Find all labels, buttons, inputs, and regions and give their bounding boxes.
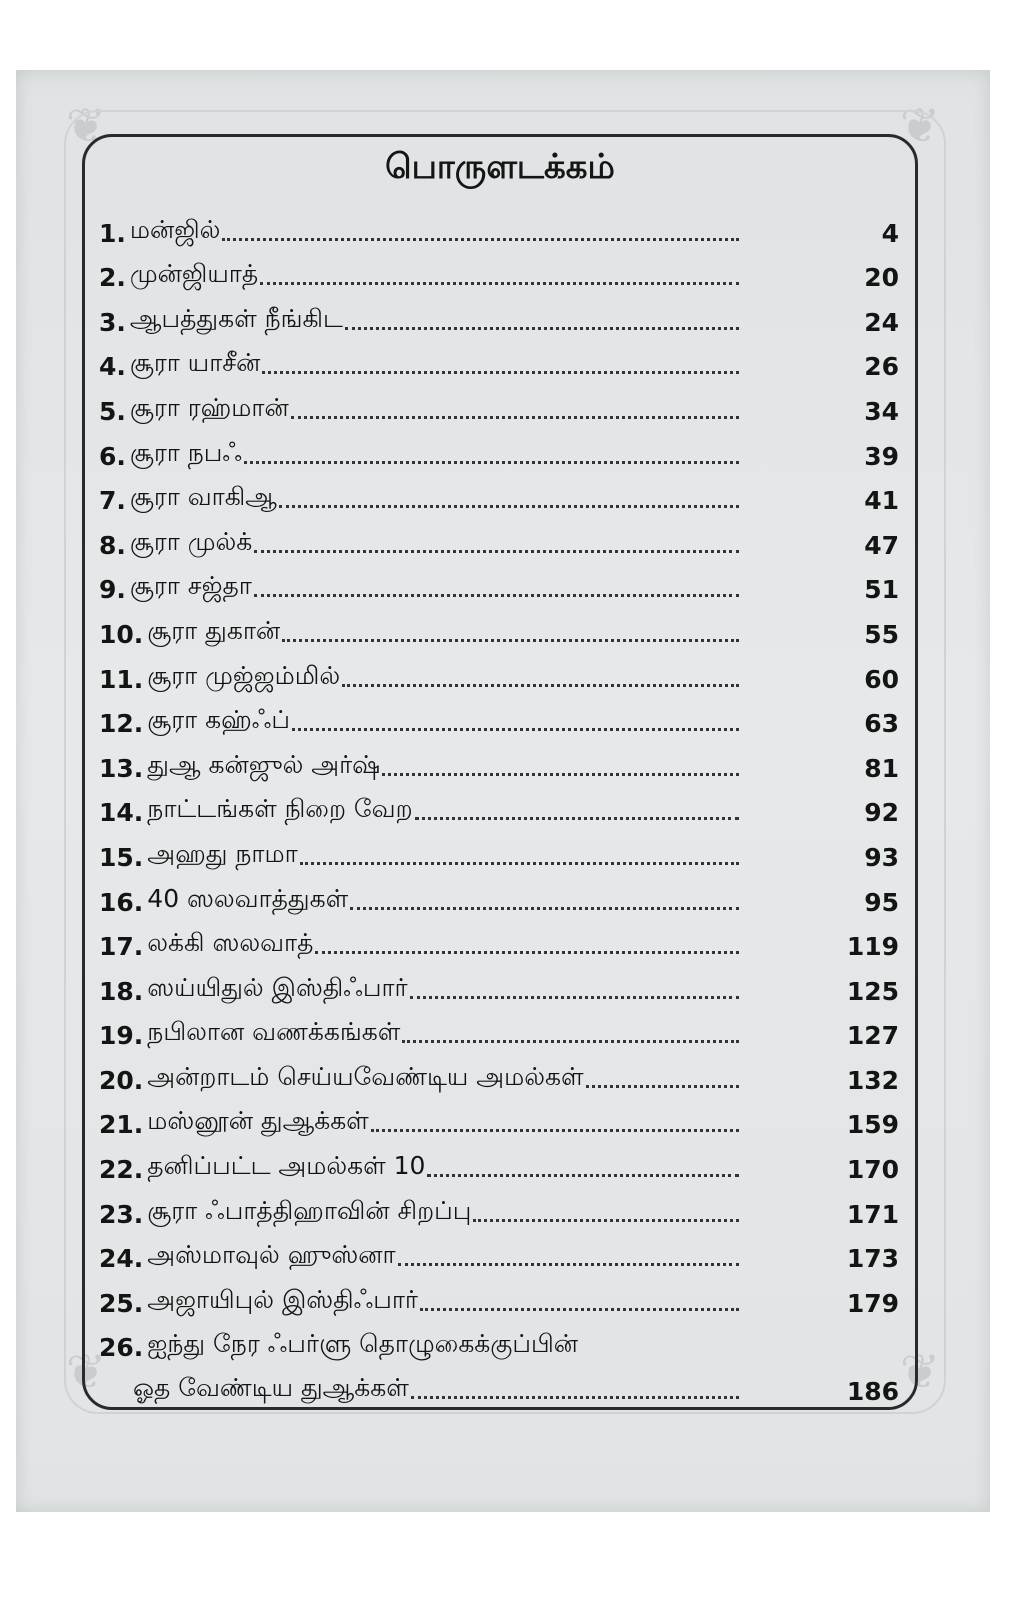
dot-leader (415, 817, 739, 820)
entry-title: சூரா ஃபாத்திஹாவின் சிறப்பு (147, 1195, 472, 1225)
entry-title: நபிலான வணக்கங்கள் (147, 1017, 401, 1047)
dot-leader (300, 862, 739, 865)
entry-title: சூரா வாகிஆ (129, 482, 277, 512)
entry-number: 13. (99, 753, 144, 783)
entry-title: தனிப்பட்ட அமல்கள் 10 (147, 1151, 426, 1181)
dot-leader (244, 461, 739, 464)
entry-page-number: 170 (846, 1155, 899, 1185)
corner-ornament: ❦ (65, 98, 107, 154)
entry-number: 11. (99, 664, 144, 694)
entry-number: 10. (99, 619, 144, 649)
dot-leader (222, 238, 739, 241)
toc-title: பொருளடக்கம் (385, 147, 615, 187)
toc-entry (99, 1273, 899, 1318)
entry-number: 14. (99, 798, 144, 828)
dot-leader (398, 1263, 739, 1266)
corner-ornament: ❦ (899, 1344, 941, 1400)
dot-leader (420, 1308, 739, 1311)
dot-leader (292, 728, 739, 731)
entry-number: 26. (99, 1332, 144, 1362)
dot-leader (345, 327, 739, 330)
entry-number: 15. (99, 842, 144, 872)
entry-number: 3. (99, 307, 126, 337)
entry-page-number: 125 (846, 976, 899, 1006)
entry-title: சூரா யாசீன் (129, 348, 261, 378)
entry-title: மன்ஜில் (129, 214, 221, 244)
book-page (16, 70, 990, 1512)
toc-entry (99, 827, 899, 872)
entry-page-number: 92 (864, 798, 899, 828)
entry-title: மஸ்னூன் துஆக்கள் (147, 1106, 369, 1136)
entry-page-number: 171 (846, 1199, 899, 1229)
corner-ornament: ❦ (65, 1344, 107, 1400)
dot-leader (382, 773, 739, 776)
entry-page-number: 51 (864, 575, 899, 605)
entry-page-number: 63 (864, 709, 899, 739)
entry-number: 17. (99, 932, 144, 962)
toc-entry (99, 560, 899, 605)
toc-entry (99, 961, 899, 1006)
dot-leader (279, 505, 739, 508)
toc-entry (99, 1050, 899, 1095)
entry-title: ஸய்யிதுல் இஸ்திஃபார் (147, 972, 408, 1002)
toc-entry (99, 1006, 899, 1051)
entry-page-number: 24 (864, 307, 899, 337)
corner-ornament: ❦ (899, 98, 941, 154)
entry-number: 25. (99, 1288, 144, 1318)
entry-page-number: 26 (864, 352, 899, 382)
entry-number: 23. (99, 1199, 144, 1229)
toc-entry (99, 738, 899, 783)
dot-leader (402, 1040, 739, 1043)
entry-title: சூரா முல்க் (129, 526, 253, 556)
entry-page-number: 127 (846, 1021, 899, 1051)
entry-page-number: 41 (864, 486, 899, 516)
dot-leader (282, 639, 739, 642)
toc-entry (99, 917, 899, 962)
entry-title: சூரா துகான் (147, 615, 281, 645)
entry-number: 21. (99, 1110, 144, 1140)
toc-entry (99, 694, 899, 739)
toc-entry (99, 471, 899, 516)
entry-title: சூரா சஜ்தா (129, 571, 252, 601)
entry-number: 8. (99, 530, 126, 560)
entry-title: துஆ கன்ஜுல் அர்ஷ் (147, 749, 381, 779)
entry-page-number: 186 (846, 1376, 899, 1406)
entry-page-number: 39 (864, 441, 899, 471)
entry-page-number: 55 (864, 619, 899, 649)
entry-number: 19. (99, 1021, 144, 1051)
entry-page-number: 4 (881, 218, 899, 248)
toc-entry (99, 203, 899, 248)
entry-number: 18. (99, 976, 144, 1006)
toc-entry (99, 1229, 899, 1274)
entry-title: முன்ஜியாத் (129, 259, 259, 289)
dot-leader (291, 416, 739, 419)
entry-title: சூரா கஹ்ஃப் (147, 705, 290, 735)
dot-leader (586, 1085, 739, 1088)
entry-title: அஸ்மாவுல் ஹுஸ்னா (147, 1240, 396, 1270)
toc-list (99, 203, 899, 1408)
entry-page-number: 34 (864, 396, 899, 426)
dot-leader (473, 1219, 739, 1222)
entry-number: 4. (99, 352, 126, 382)
entry-title: சூரா முஜ்ஜம்மில் (147, 660, 341, 690)
entry-page-number: 119 (846, 932, 899, 962)
toc-entry (99, 604, 899, 649)
entry-title: அஹது நாமா (147, 838, 298, 868)
entry-number: 2. (99, 263, 126, 293)
toc-entry (99, 292, 899, 337)
entry-title: சூரா நபஃ (129, 437, 243, 467)
toc-entry (99, 1095, 899, 1140)
entry-number: 7. (99, 486, 126, 516)
entry-page-number: 93 (864, 842, 899, 872)
toc-entry (99, 248, 899, 293)
entry-number: 22. (99, 1155, 144, 1185)
entry-page-number: 179 (846, 1288, 899, 1318)
toc-entry (99, 337, 899, 382)
entry-page-number: 47 (864, 530, 899, 560)
entry-title: ஐந்து நேர ஃபர்ளு தொழுகைக்குப்பின் (147, 1328, 579, 1358)
entry-page-number: 81 (864, 753, 899, 783)
entry-title-continued: ஓத வேண்டிய துஆக்கள் (133, 1372, 409, 1402)
entry-number: 1. (99, 218, 126, 248)
entry-number: 9. (99, 575, 126, 605)
entry-page-number: 20 (864, 263, 899, 293)
entry-number: 6. (99, 441, 126, 471)
dot-leader (342, 684, 739, 687)
dot-leader (254, 550, 739, 553)
dot-leader (254, 594, 739, 597)
toc-entry (99, 783, 899, 828)
toc-entry (99, 426, 899, 471)
entry-title: ஆபத்துகள் நீங்கிட (129, 303, 343, 333)
entry-title: அஜாயிபுல் இஸ்திஃபார் (147, 1284, 418, 1314)
entry-title: லக்கி ஸலவாத் (147, 928, 314, 958)
entry-number: 16. (99, 887, 144, 917)
entry-title: 40 ஸலவாத்துகள் (147, 883, 349, 913)
entry-number: 12. (99, 709, 144, 739)
entry-title: அன்றாடம் செய்யவேண்டிய அமல்கள் (147, 1061, 584, 1091)
entry-number: 5. (99, 396, 126, 426)
toc-entry (99, 381, 899, 426)
entry-title: சூரா ரஹ்மான் (129, 392, 289, 422)
toc-entry (99, 1139, 899, 1184)
entry-number: 24. (99, 1244, 144, 1274)
toc-entry (99, 649, 899, 694)
dot-leader (315, 951, 739, 954)
dot-leader (262, 371, 739, 374)
entry-page-number: 132 (846, 1065, 899, 1095)
table-of-contents (82, 134, 918, 1410)
entry-page-number: 159 (846, 1110, 899, 1140)
dot-leader (410, 996, 739, 999)
dot-leader (411, 1396, 739, 1399)
dot-leader (260, 282, 739, 285)
dot-leader (350, 907, 739, 910)
entry-page-number: 95 (864, 887, 899, 917)
entry-title: நாட்டங்கள் நிறை வேற (147, 794, 413, 824)
toc-entry (99, 1318, 899, 1408)
toc-entry (99, 872, 899, 917)
entry-number: 20. (99, 1065, 144, 1095)
dot-leader (427, 1174, 739, 1177)
toc-entry (99, 1184, 899, 1229)
dot-leader (371, 1129, 739, 1132)
toc-entry (99, 515, 899, 560)
entry-page-number: 60 (864, 664, 899, 694)
entry-page-number: 173 (846, 1244, 899, 1274)
